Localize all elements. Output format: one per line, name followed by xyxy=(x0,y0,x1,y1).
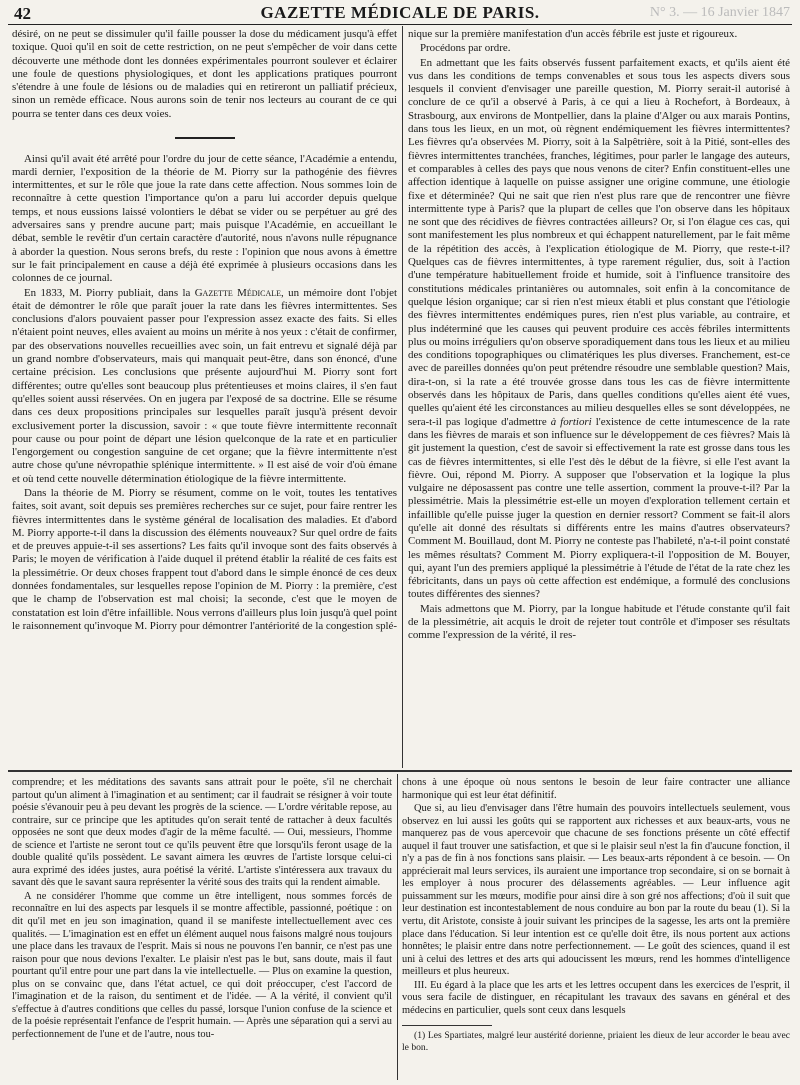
feuilleton-paragraph-4: Que si, au lieu d'envisager dans l'être humain des pouvoirs intellectuels seulement, vous observez en lui aussi les goûts qui se rapportent aux richesses et aux beaux-arts, vous ne manquerez pas de vous apercevoir que chacune de ses fonctions présente un côté effectif auquel il faut trouver une satisfaction, et que si le plaisir seul n'est la fin d'aucune fonction, il n'y a pas de fin à nos fonctions sans plaisir. — Les beaux-arts répondent à ce besoin. — On apprécierait mal leurs services, ils auraient une importance trop secondaire, si on se bornait à les employer à nous procurer des délassements agréables. — Leur influence agit puissamment sur les mœurs, modifie pour ainsi dire à son gré nos affections; d'où il suit que leur destination est incontestablement de nous conduire au bon par la route du beau (1). Si la vertu, dit Aristote, consiste à jouir suivant les principes de la sagesse, les arts ont la première place dans l'éducation. Si leur intention est ce qu'elle doit être, ils nous portent aux actions honnêtes; le plaisir entre dans notre perfectionnement. — Le goût des sciences, quand il est uni à celui des lettres et des arts qui adoucissent les mœurs, rend les hommes d'intelligence meilleurs et plus heureux. xyxy=(402,803,790,978)
paragraph-text: En admettant que les faits observés fussent parfaitement exacts, et qu'ils aient été vus dans les conditions de temps convenables et sous tous les aspects divers sous lesquels il convient d'envisager une pareille question, M. Piorry serait-il autorisé à conclure de ce qu'il a observé à Paris, à ce qui a lieu à Rochefort, à Bordeaux, à Strasbourg, aux environs de Montpellier, dans la plaine d'Alger ou aux marais Pontins, dans tous les lieux, en un mot, où règnent endémiquement les fièvres intermittentes? Les fièvres qu'a observées M. Piorry, soit à la Salpêtrière, soit à la Pitié, sont-elles des fièvres intermittentes tranchées, franches, légitimes, pour parler le langage des auteurs, et comparables à celles des pays que nous venons de citer? Enfin constituent-elles une affection identique à laquelle on puisse assigner une origine commune, une étiologie fixe et déterminée? Qui ne sait que rien n'est plus rare que de rencontrer une fièvre intermittente type à Paris? que la plupart de celles que l'on observe dans les hôpitaux ne sont que des récidives de fièvres contractées ailleurs? Or, si l'on élague ces cas, qui sont manifestement les plus nombreux et qui échappent naturellement, par le fait même de la répétition des accès, à l'explication étiologique de M. Piorry, que reste-t-il? Quelques cas de fièvres intermittentes, à type rarement régulier, dus, soit à l'action d'une température habituellement froide et humide, soit à l'influence transitoire des constitutions médicales printanières ou automnales, soit enfin à la concomitance de quelque lésion organique; car si rien n'est mieux établi et plus constant que l'étiologie des fièvres intermittentes endémiques pures, rien n'est plus variable, au contraire, et plus indéterminé que les causes qui peuvent produire ces accès fébriles intermittents plus ou moins irréguliers qu'on observe sporadiquement dans tous les lieux et au milieu des conditions topographiques ou climatériques les plus diverses. Franchement, est-ce avec de pareilles données qu'on peut prétendre résoudre une semblable question? Mais, dira-t-on, si la rate a été trouvée grosse dans tous les cas de fièvre intermittente observés dans les hôpitaux de Paris, dans quelles conditions qu'elles aient été vues, quelles qu'aient été les circonstances au milieu desquelles elles se sont développées, ne sera-t-il pas logique d'admettre xyxy=(408,56,790,428)
feuilleton-divider xyxy=(8,770,792,772)
feuilleton-paragraph-2: A ne considérer l'homme que comme un être intelligent, nous sommes forcés de reconnaître en lui des aspects par lesquels il se montre affectible, passionné, poétique : on dit qu'il met en jeu son imagination, quand il se manifeste intellectuellement avec ces qualités. — L'imagination est en effet un élément auquel nous faisons malgré nous toujours une place dans les travaux de l'esprit. Mais si nous ne pouvons l'en bannir, ce n'est pas une raison pour que nous devions l'exalter. Le plaisir n'est pas le but, sans doute, mais il faut pourtant qu'il entre pour une part dans la vie intellectuelle. — Plus on examine la question, plus on se convainc que, dans l'état actuel, ce qui doit préoccuper, c'est l'accord de l'imagination et de la raison, du sentiment et de l'idée. — A la vérité, il convient qu'il s'effectue à d'autres conditions que celles du passé, lorsque l'union confuse de la science et de la poésie représentait l'enfance de l'esprit humain. — Après une séparation qui a servi au perfectionnement de l'une et de l'autre, nous tou- xyxy=(12,890,392,1040)
continuation-paragraph: nique sur la première manifestation d'un accès fébrile est juste et rigoureux. xyxy=(408,28,738,40)
page-number: 42 xyxy=(14,4,31,23)
feuilleton-left-column xyxy=(12,777,392,1042)
footnote: (1) Les Spartiates, malgré leur austérité dorienne, priaient les dieux de leur accorder le beau avec le bon. xyxy=(402,1030,790,1053)
argument-paragraph xyxy=(408,57,790,602)
footnote-rule xyxy=(402,1025,492,1026)
paragraph-text: En 1833, M. Piorry publiait, dans la xyxy=(24,286,195,299)
column-divider-top xyxy=(402,26,403,768)
feuilleton-paragraph-1: comprendre; et les méditations des savants sans attrait pour le poëte, s'il ne cherchait partout qu'un aliment à l'imagination et au sentiment; car il faudrait se résigner à voir toute poésie s'évanouir peu à peu devant les progrès de la science. — L'ordre véritable repose, au contraire, sur ce principe que les aptitudes qu'on serait tenté de rattacher à deux facultés opposées ne sont que deux modes d'agir de la même faculté. — Oui, messieurs, l'homme de science et l'artiste ne seront tout ce qu'ils peuvent être que lorsqu'ils feront usage de la double qualité qu'ils possèdent. Le savant aimera les œuvres de l'artiste lorsque celui-ci aura exprimé des idées justes, aura poétisé la vérité. L'artiste s'intéressera aux travaux du savant dès que le savant saura représenter la vérité sous des traits qui la rendent aimable. xyxy=(12,777,392,889)
section-separator xyxy=(175,137,235,139)
order-paragraph: Procédons par ordre. xyxy=(420,42,511,55)
right-column-top xyxy=(408,28,790,644)
piorry-1833-paragraph xyxy=(12,287,397,486)
column-divider-bottom xyxy=(397,774,398,1080)
journal-title: GAZETTE MÉDICALE DE PARIS. xyxy=(260,3,540,22)
gazette-name: Gazette Médicale xyxy=(194,286,282,299)
academy-paragraph: Ainsi qu'il avait été arrêté pour l'ordre du jour de cette séance, l'Académie a entendu, mardi dernier, l'exposition de la théorie de M. Piorry sur la pathogénie des fièvres intermittentes, et sur le rôle que joue la rate dans cette affection. Nous sommes loin de reconnaître à cette question l'importance qu'on a paru lui accorder depuis quelque temps, et nous eussions laissé volontiers le débat se vider ou se perpétuer au gré des adversaires sans y prendre aucune part; mais puisque l'Académie, en accueillant le débat, semble le revêtir d'un certain caractère d'autorité, nous n'avons nulle répugnance à aborder la question. Nous serons brefs, du reste : l'opinion que nous avons à émettre sur le fait principalement en cause a déjà été exprimée à plusieurs occasions dans les colonnes de ce journal. xyxy=(12,152,397,285)
paragraph-text: l'existence de cette intumescence de la rate dans les fièvres de marais et son influence sur le développement de ces fièvres? Mais là git justement la question, c'est de savoir si effectivement la rate est grosse dans tous les cas de fièvres intermittentes, si elle l'est dès le début de la fièvre, si elle l'est avant la fièvre. Oui, répond M. Piorry. A supposer que l'observation et la logique la plus vulgaire ne déposassent pas contre une telle assertion, comment la prouve-t-il? Par la plessimétrie. Mais la plessimétrie est-elle un moyen d'exploration tellement certain et infaillible qu'elle puisse juger la question en dernier ressort? Comment se fait-il alors qu'elle ait donné des résultats si différents entre les mains d'autres observateurs? Comment M. Bouillaud, dont M. Piorry ne conteste pas l'habileté, n'a-t-il point constaté les mêmes résultats? Comment M. Piorry expliquera-t-il l'opposition de M. Bouyer, qui, ayant l'un des premiers appliqué la plessimétrie à l'étude de l'état de la rate chez les fébricitants, dans un pays où cette affection est endémique, a formulé des conclusions toutes différentes des siennes? xyxy=(408,415,791,601)
page-header xyxy=(8,2,792,25)
theory-paragraph: Dans la théorie de M. Piorry se résument, comme on le voit, toutes les tentatives faites, soit avant, soit depuis ses premières recherches sur ce sujet, pour faire rentrer les fièvres intermittentes dans le système général de localisation des maladies. Et d'abord M. Piorry apporte-t-il dans la discussion des éléments nouveaux? Sur quel ordre de faits et de preuves appuie-t-il ses assertions? Les faits qu'il invoque sont des faits observés à Paris; le moyen de vérification à l'aide duquel il prétend établir la réalité de ces faits est la plessimétrie. Or deux choses frappent tout d'abord dans le simple énoncé de ces deux données fondamentales, sur lesquelles repose l'opinion de M. Piorry : la première, c'est que le champ de l'observation est mal choisi; la seconde, c'est que le moyen de constatation est loin d'être infaillible. Nous verrons d'ailleurs plus loin jusqu'à quel point le raisonnement qu'invoque M. Piorry pour démontrer l'antériorité de la congestion splé- xyxy=(12,487,397,632)
feuilleton-paragraph-3: chons à une époque où nous sentons le besoin de leur faire contracter une alliance harmonique qui est leur état définitif. xyxy=(402,777,790,801)
feuilleton-paragraph-5: III. Eu égard à la place que les arts et les lettres occupent dans les exercices de l'esprit, il vous sera facile de distinguer, en récapitulant les travaux des savans en général et des médecins en particulier, quels sont ceux dans lesquels xyxy=(402,979,790,1016)
left-column-top xyxy=(12,28,397,634)
admission-paragraph: Mais admettons que M. Piorry, par la longue habitude et l'étude constante qu'il fait de la plessimétrie, ait acquis le droit de rejeter tout contrôle et d'imposer ses résultats comme l'expression de la vérité, il res- xyxy=(408,602,790,642)
paragraph-text: , un mémoire dont l'objet était de démontrer le rôle que paraît jouer la rate dans les fièvres intermittentes. Ses conclusions d'alors pouvaient passer pour l'expression assez exacte des faits. Si elles n'étaient point neuves, elles avaient au moins un mérite à nos yeux : c'était de confirmer, par des observations nouvelles recueillies avec soin, un fait entrevu et signalé déjà par un grand nombre d'observateurs, mais qui manquait peut-être, dans son énoncé, d'une certaine précision. Les conclusions que présente aujourd'hui M. Piorry sont fort différentes; outre qu'elles sont beaucoup plus prétentieuses et moins claires, il s'en faut qu'elles soient aussi réservées. On en jugera par l'exposé de sa doctrine. Elle se résume dans ces deux propositions principales sur lesquelles paraît jusqu'à présent devoir exclusivement porter la discussion, savoir : « que toute fièvre intermittente reconnaît pour cause ou pour point de départ une lésion quelconque de la rate et en particulier l'engorgement ou congestion sanguine de cet organe; que la fièvre intermittente n'est autre chose qu'une névropathie splénique intermittente. » Il est aisé de voir d'où émane et où tend cette nouvelle détermination étiologique de la fièvre intermittente. xyxy=(12,286,397,485)
a-fortiori-text: à fortiori xyxy=(550,415,592,428)
intro-paragraph: désiré, on ne peut se dissimuler qu'il faille pousser la dose du médicament jusqu'à effet toxique. Quoi qu'il en soit de cette restriction, on ne peut s'empêcher de voir dans cette découverte une méthode dont les données expérimentales pourront soulever et éclairer une foule de questions physiologiques, et dont les applications pratiques pourront s'étendre à une foule de lésions ou de maladies qui en retireront un palliatif précieux, sinon un remède efficace. Nous aurons soin de tenir nos lecteurs au courant de ce qui pourra se tenter dans ces deux voies. xyxy=(12,28,397,120)
feuilleton-right-column xyxy=(402,777,790,1054)
issue-info: N° 3. — 16 Janvier 1847 xyxy=(649,5,790,20)
